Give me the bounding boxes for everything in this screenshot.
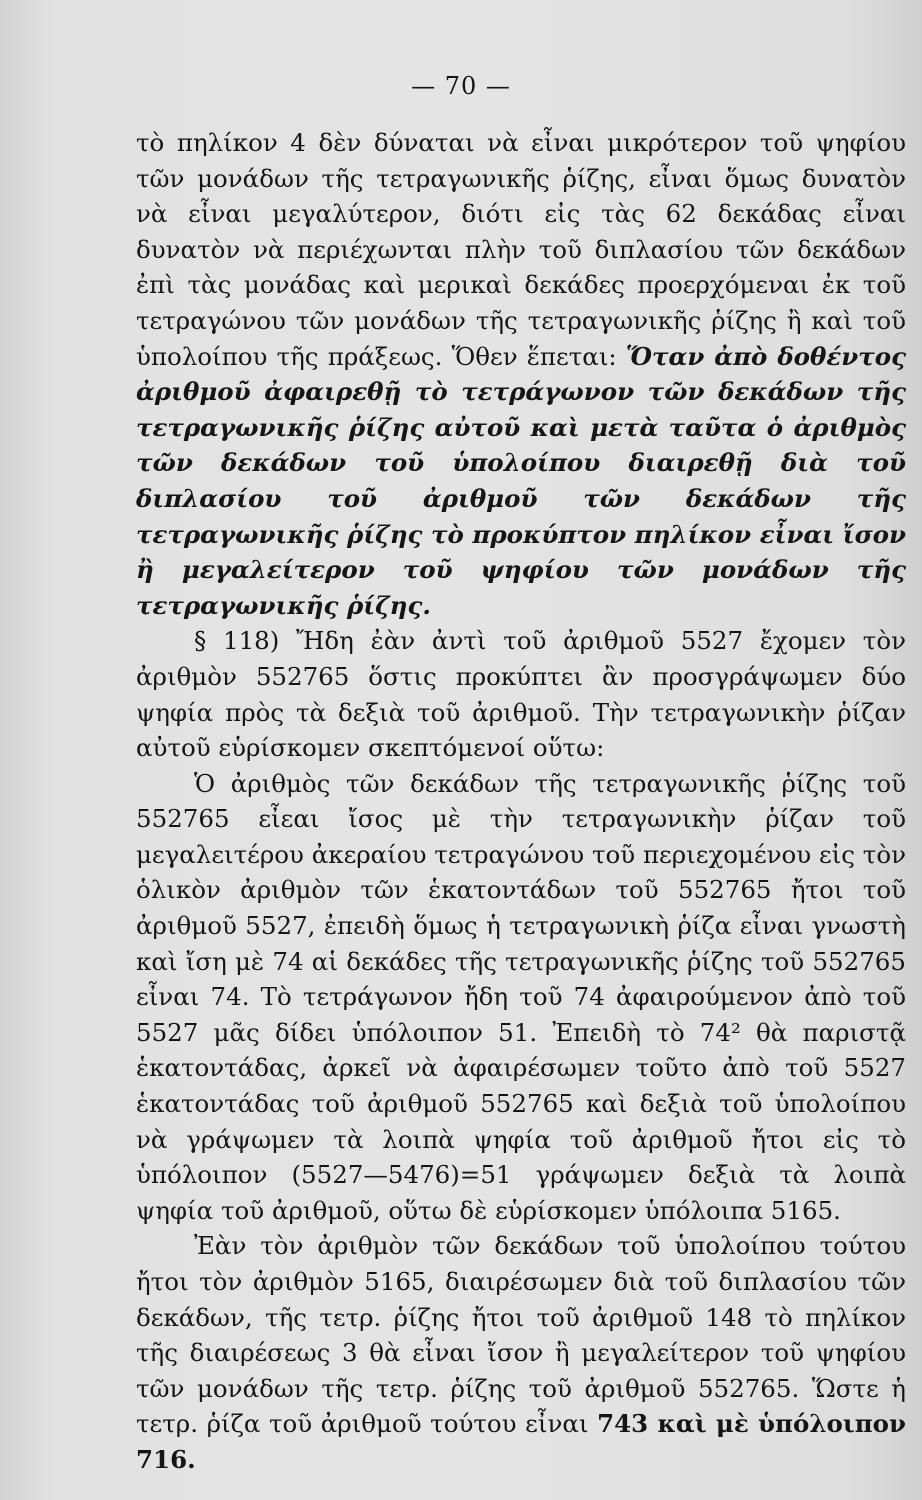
- paragraph-4: [136, 1228, 906, 1477]
- paragraph-1-text: τὸ πηλίκον 4 δὲν δύναται νὰ εἶναι μικρότερον τοῦ ψηφίου τῶν μονάδων τῆς τετραγωνικῆς ῥίζης, εἶναι ὅμως δυνατὸν νὰ εἶναι μεγαλύτερον, διότι εἰς τὰς 62 δεκάδας εἶναι δυνατὸν νὰ περιέχωνται πλὴν τοῦ διπλασίου τῶν δεκάδων ἐπὶ τὰς μονάδας καὶ μερικαὶ δεκάδες προερχόμεναι ἐκ τοῦ τετραγώνου τῶν μονάδων τῆς τετραγωνικῆς ῥίζης ἢ καὶ τοῦ ὑπολοίπου τῆς πράξεως. Ὅθεν ἕπεται:: [136, 128, 906, 371]
- page-body: [136, 125, 906, 1478]
- page-number: — 70 —: [411, 72, 511, 100]
- theorem-statement: Ὅταν ἀπὸ δοθέντος ἀριθμοῦ ἀφαιρεθῇ τὸ τετράγωνον τῶν δεκάδων τῆς τετραγωνικῆς ῥίζης αὐτοῦ καὶ μετὰ ταῦτα ὁ ἀριθμὸς τῶν δεκάδων τοῦ ὑπολοίπου διαιρεθῇ διὰ τοῦ διπλασίου τοῦ ἀριθμοῦ τῶν δεκάδων τῆς τετραγωνικῆς ῥίζης τὸ προκύπτον πηλίκον εἶναι ἴσον ἢ μεγαλείτερον τοῦ ψηφίου τῶν μονάδων τῆς τετραγωνικῆς ῥίζης.: [136, 341, 906, 620]
- paragraph-3: Ὁ ἀριθμὸς τῶν δεκάδων τῆς τετραγωνικῆς ῥίζης τοῦ 552765 εἶεαι ἴσος μὲ τὴν τετραγωνικὴν ῥίζαν τοῦ μεγαλειτέρου ἀκεραίου τετραγώνου τοῦ περιεχομένου εἰς τὸν ὁλικὸν ἀριθμὸν τῶν ἑκατοντάδων τοῦ 552765 ἤτοι τοῦ ἀριθμοῦ 5527, ἐπειδὴ ὅμως ἡ τετραγωνικὴ ῥίζα εἶναι γνωστὴ καὶ ἴση μὲ 74 αἱ δεκάδες τῆς τετραγωνικῆς ῥίζης τοῦ 552765 εἶναι 74. Τὸ τετράγωνον ἤδη τοῦ 74 ἀφαιρούμενον ἀπὸ τοῦ 5527 μᾶς δίδει ὑπόλοιπον 51. Ἐπειδὴ τὸ 74² θὰ παριστᾷ ἑκατοντάδας, ἀρκεῖ νὰ ἀφαιρέσωμεν τοῦτο ἀπὸ τοῦ 5527 ἑκατοντάδας τοῦ ἀριθμοῦ 552765 καὶ δεξιὰ τοῦ ὑπολοίπου νὰ γράψωμεν τὰ λοιπὰ ψηφία τοῦ ἀριθμοῦ ἤτοι εἰς τὸ ὑπόλοιπον (5527—5476)=51 γράψωμεν δεξιὰ τὰ λοιπὰ ψηφία τοῦ ἀριθμοῦ, οὕτω δὲ εὑρίσκομεν ὑπόλοιπα 5165.: [136, 768, 906, 1225]
- paragraph-1: [136, 125, 906, 623]
- paragraph-118: § 118) Ἤδη ἐὰν ἀντὶ τοῦ ἀριθμοῦ 5527 ἔχομεν τὸν ἀριθμὸν 552765 ὅστις προκύπτει ἂν προσγράψωμεν δύο ψηφία πρὸς τὰ δεξιὰ τοῦ ἀριθμοῦ. Τὴν τετραγωνικὴν ῥίζαν αὐτοῦ εὑρίσκομεν σκεπτόμενοί οὕτω:: [136, 626, 906, 763]
- paragraph-4-text: Ἐὰν τὸν ἀριθμὸν τῶν δεκάδων τοῦ ὑπολοίπου τούτου ἤτοι τὸν ἀριθμὸν 5165, διαιρέσωμεν διὰ τοῦ διπλασίου τῶν δεκάδων, τῆς τετρ. ῥίζης ἤτοι τοῦ ἀριθμοῦ 148 τὸ πηλίκον τῆς διαιρέσεως 3 θὰ εἶναι ἴσον ἢ μεγαλείτερον τοῦ ψηφίου τῶν μονάδων τῆς τετρ. ῥίζης τοῦ ἀριθμοῦ 552765. Ὥστε ἡ τετρ. ῥίζα τοῦ ἀριθμοῦ τούτου εἶναι: [136, 1231, 906, 1439]
- final-result: 743 καὶ μὲ ὑπόλοιπον 716.: [136, 1409, 906, 1474]
